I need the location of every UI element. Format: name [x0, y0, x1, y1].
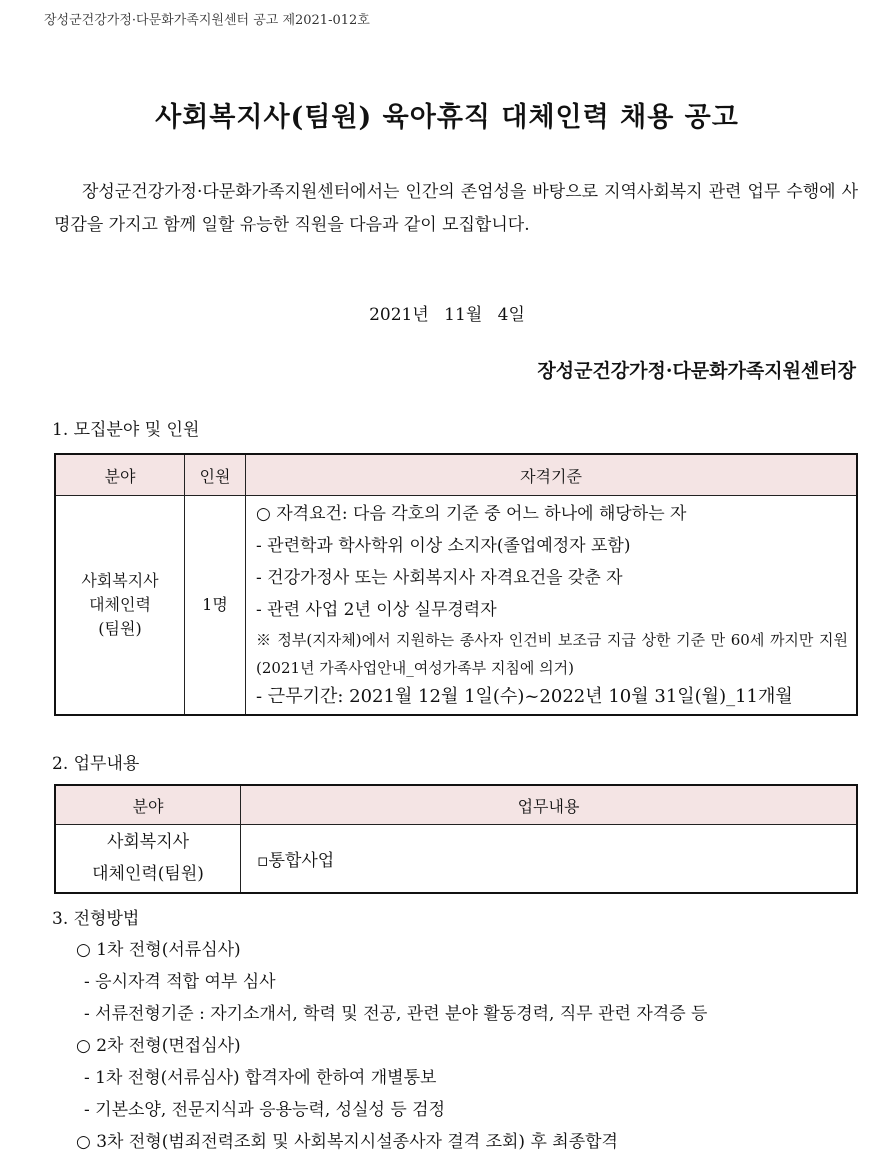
step-line: ○ 2차 전형(면접심사)	[76, 1036, 241, 1056]
duties-table	[54, 784, 858, 894]
duty-field-cell	[55, 825, 241, 893]
step-line: - 응시자격 적합 여부 심사	[84, 972, 276, 992]
step-line: - 기본소양, 전문지식과 응용능력, 성실성 등 검정	[84, 1100, 445, 1120]
col-count-header: 인원	[185, 454, 246, 496]
col-task-header: 업무내용	[241, 785, 858, 825]
announcement-date: 2021년 11월 4일	[369, 305, 525, 325]
intro-paragraph: 장성군건강가정·다문화가족지원센터에서는 인간의 존엄성을 바탕으로 지역사회복지 관련 업무 수행에 사명감을 가지고 함께 일할 유능한 직원을 다음과 같이 모집합니다.	[54, 182, 858, 235]
section1-heading: 1. 모집분야 및 인원	[52, 420, 200, 440]
col-field-header: 분야	[55, 454, 185, 496]
qual-line: - 관련학과 학사학위 이상 소지자(졸업예정자 포함)	[256, 536, 631, 556]
section2-heading: 2. 업무내용	[52, 754, 140, 774]
field-line: 사회복지사	[81, 571, 159, 590]
subsidy-note: ※ 정부(지자체)에서 지원하는 종사자 인건비 보조금 지급 상한 기준 만 60세 까지만 지원(2021년 가족사업안내_여성가족부 지침에 의거)	[256, 631, 848, 677]
step-line: - 서류전형기준 : 자기소개서, 학력 및 전공, 관련 분야 활동경력, 직무 관련 자격증 등	[84, 1004, 708, 1024]
field-cell	[55, 496, 185, 716]
step-line: ○ 1차 전형(서류심사)	[76, 940, 241, 960]
section3-heading: 3. 전형방법	[52, 909, 140, 929]
signature: 장성군건강가정·다문화가족지원센터장	[537, 360, 856, 382]
col-qual-header: 자격기준	[246, 454, 858, 496]
qualification-cell	[246, 496, 858, 716]
field-line: (팀원)	[98, 619, 142, 638]
col-field-header: 분야	[55, 785, 241, 825]
field-line: 사회복지사	[106, 832, 190, 853]
recruitment-table	[54, 453, 858, 716]
count-cell: 1명	[185, 496, 246, 716]
work-period: - 근무기간: 2021월 12월 1일(수)~2022년 10월 31일(월)_11개월	[256, 686, 793, 707]
page-title: 사회복지사(팀원) 육아휴직 대체인력 채용 공고	[155, 102, 739, 133]
task-cell: ▫통합사업	[241, 825, 858, 893]
step-line: ○ 3차 전형(범죄전력조회 및 사회복지시설종사자 결격 조회) 후 최종합격	[76, 1132, 618, 1152]
field-line: 대체인력(팀원)	[92, 864, 204, 885]
qual-line: - 관련 사업 2년 이상 실무경력자	[256, 600, 497, 620]
document-number: 장성군건강가정·다문화가족지원센터 공고 제2021-012호	[44, 13, 370, 28]
selection-process	[52, 934, 707, 1158]
qual-line: ○ 자격요건: 다음 각호의 기준 중 어느 하나에 해당하는 자	[256, 504, 687, 524]
field-line: 대체인력	[89, 595, 151, 614]
step-line: - 1차 전형(서류심사) 합격자에 한하여 개별통보	[84, 1068, 437, 1088]
qual-line: - 건강가정사 또는 사회복지사 자격요건을 갖춘 자	[256, 568, 623, 588]
